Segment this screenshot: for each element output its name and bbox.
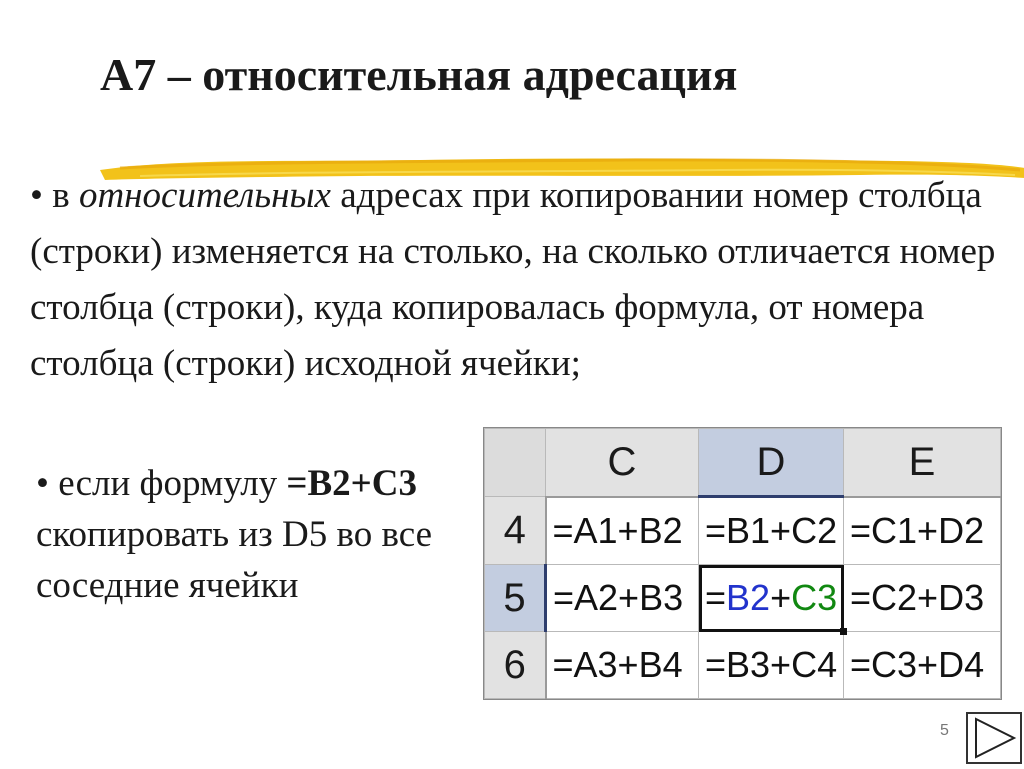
cell-e6[interactable]: =C3+D4: [844, 632, 1001, 699]
column-header-e[interactable]: E: [844, 429, 1001, 497]
spreadsheet-fragment: [484, 428, 1001, 699]
paragraph-text: адресах при копировании номер столбца (строки) изменяется на столько, на сколько отличается номер столбца (строки), куда копировалась формула, от номера столбца (строки) исходной ячейки;: [30, 175, 996, 384]
cell-c6[interactable]: =A3+B4: [546, 632, 699, 699]
paragraph-lead: в: [42, 175, 79, 216]
row-header-6[interactable]: 6: [485, 632, 546, 699]
next-slide-button[interactable]: [966, 712, 1022, 764]
column-header-c[interactable]: C: [546, 429, 699, 497]
example-paragraph: [36, 458, 476, 611]
cell-e5[interactable]: =C2+D3: [844, 565, 1001, 632]
page-number: 5: [940, 722, 949, 739]
cell-c4[interactable]: =A1+B2: [546, 497, 699, 565]
cell-d6[interactable]: =B3+C4: [699, 632, 844, 699]
paragraph-text: скопировать из D5 во все соседние ячейки: [36, 514, 433, 606]
rule-paragraph: [30, 168, 1020, 392]
table-row: [485, 497, 1001, 565]
table-row: [485, 565, 1001, 632]
cell-d4[interactable]: =B1+C2: [699, 497, 844, 565]
corner-cell[interactable]: [485, 429, 546, 497]
cell-d5-selected[interactable]: [699, 565, 844, 632]
paragraph-lead: если формулу: [48, 463, 287, 504]
formula-eq: =: [705, 577, 727, 618]
row-header-4[interactable]: 4: [485, 497, 546, 565]
cell-c5[interactable]: =A2+B3: [546, 565, 699, 632]
cell-e4[interactable]: =C1+D2: [844, 497, 1001, 565]
formula-text: =B2+C3: [286, 463, 417, 504]
bullet: •: [30, 175, 43, 216]
table-row: [485, 632, 1001, 699]
next-triangle-icon: [966, 712, 1022, 764]
column-header-row: [485, 429, 1001, 497]
bullet: •: [36, 463, 49, 504]
emphasized-term: относительных: [78, 175, 331, 216]
formula-ref-c3: C3: [791, 577, 838, 618]
fill-handle[interactable]: [840, 628, 847, 635]
row-header-5[interactable]: 5: [485, 565, 546, 632]
column-header-d[interactable]: D: [699, 429, 844, 497]
formula-ref-b2: B2: [726, 577, 771, 618]
slide-title: А7 – относительная адресация: [100, 49, 738, 100]
formula-plus: +: [770, 577, 792, 618]
